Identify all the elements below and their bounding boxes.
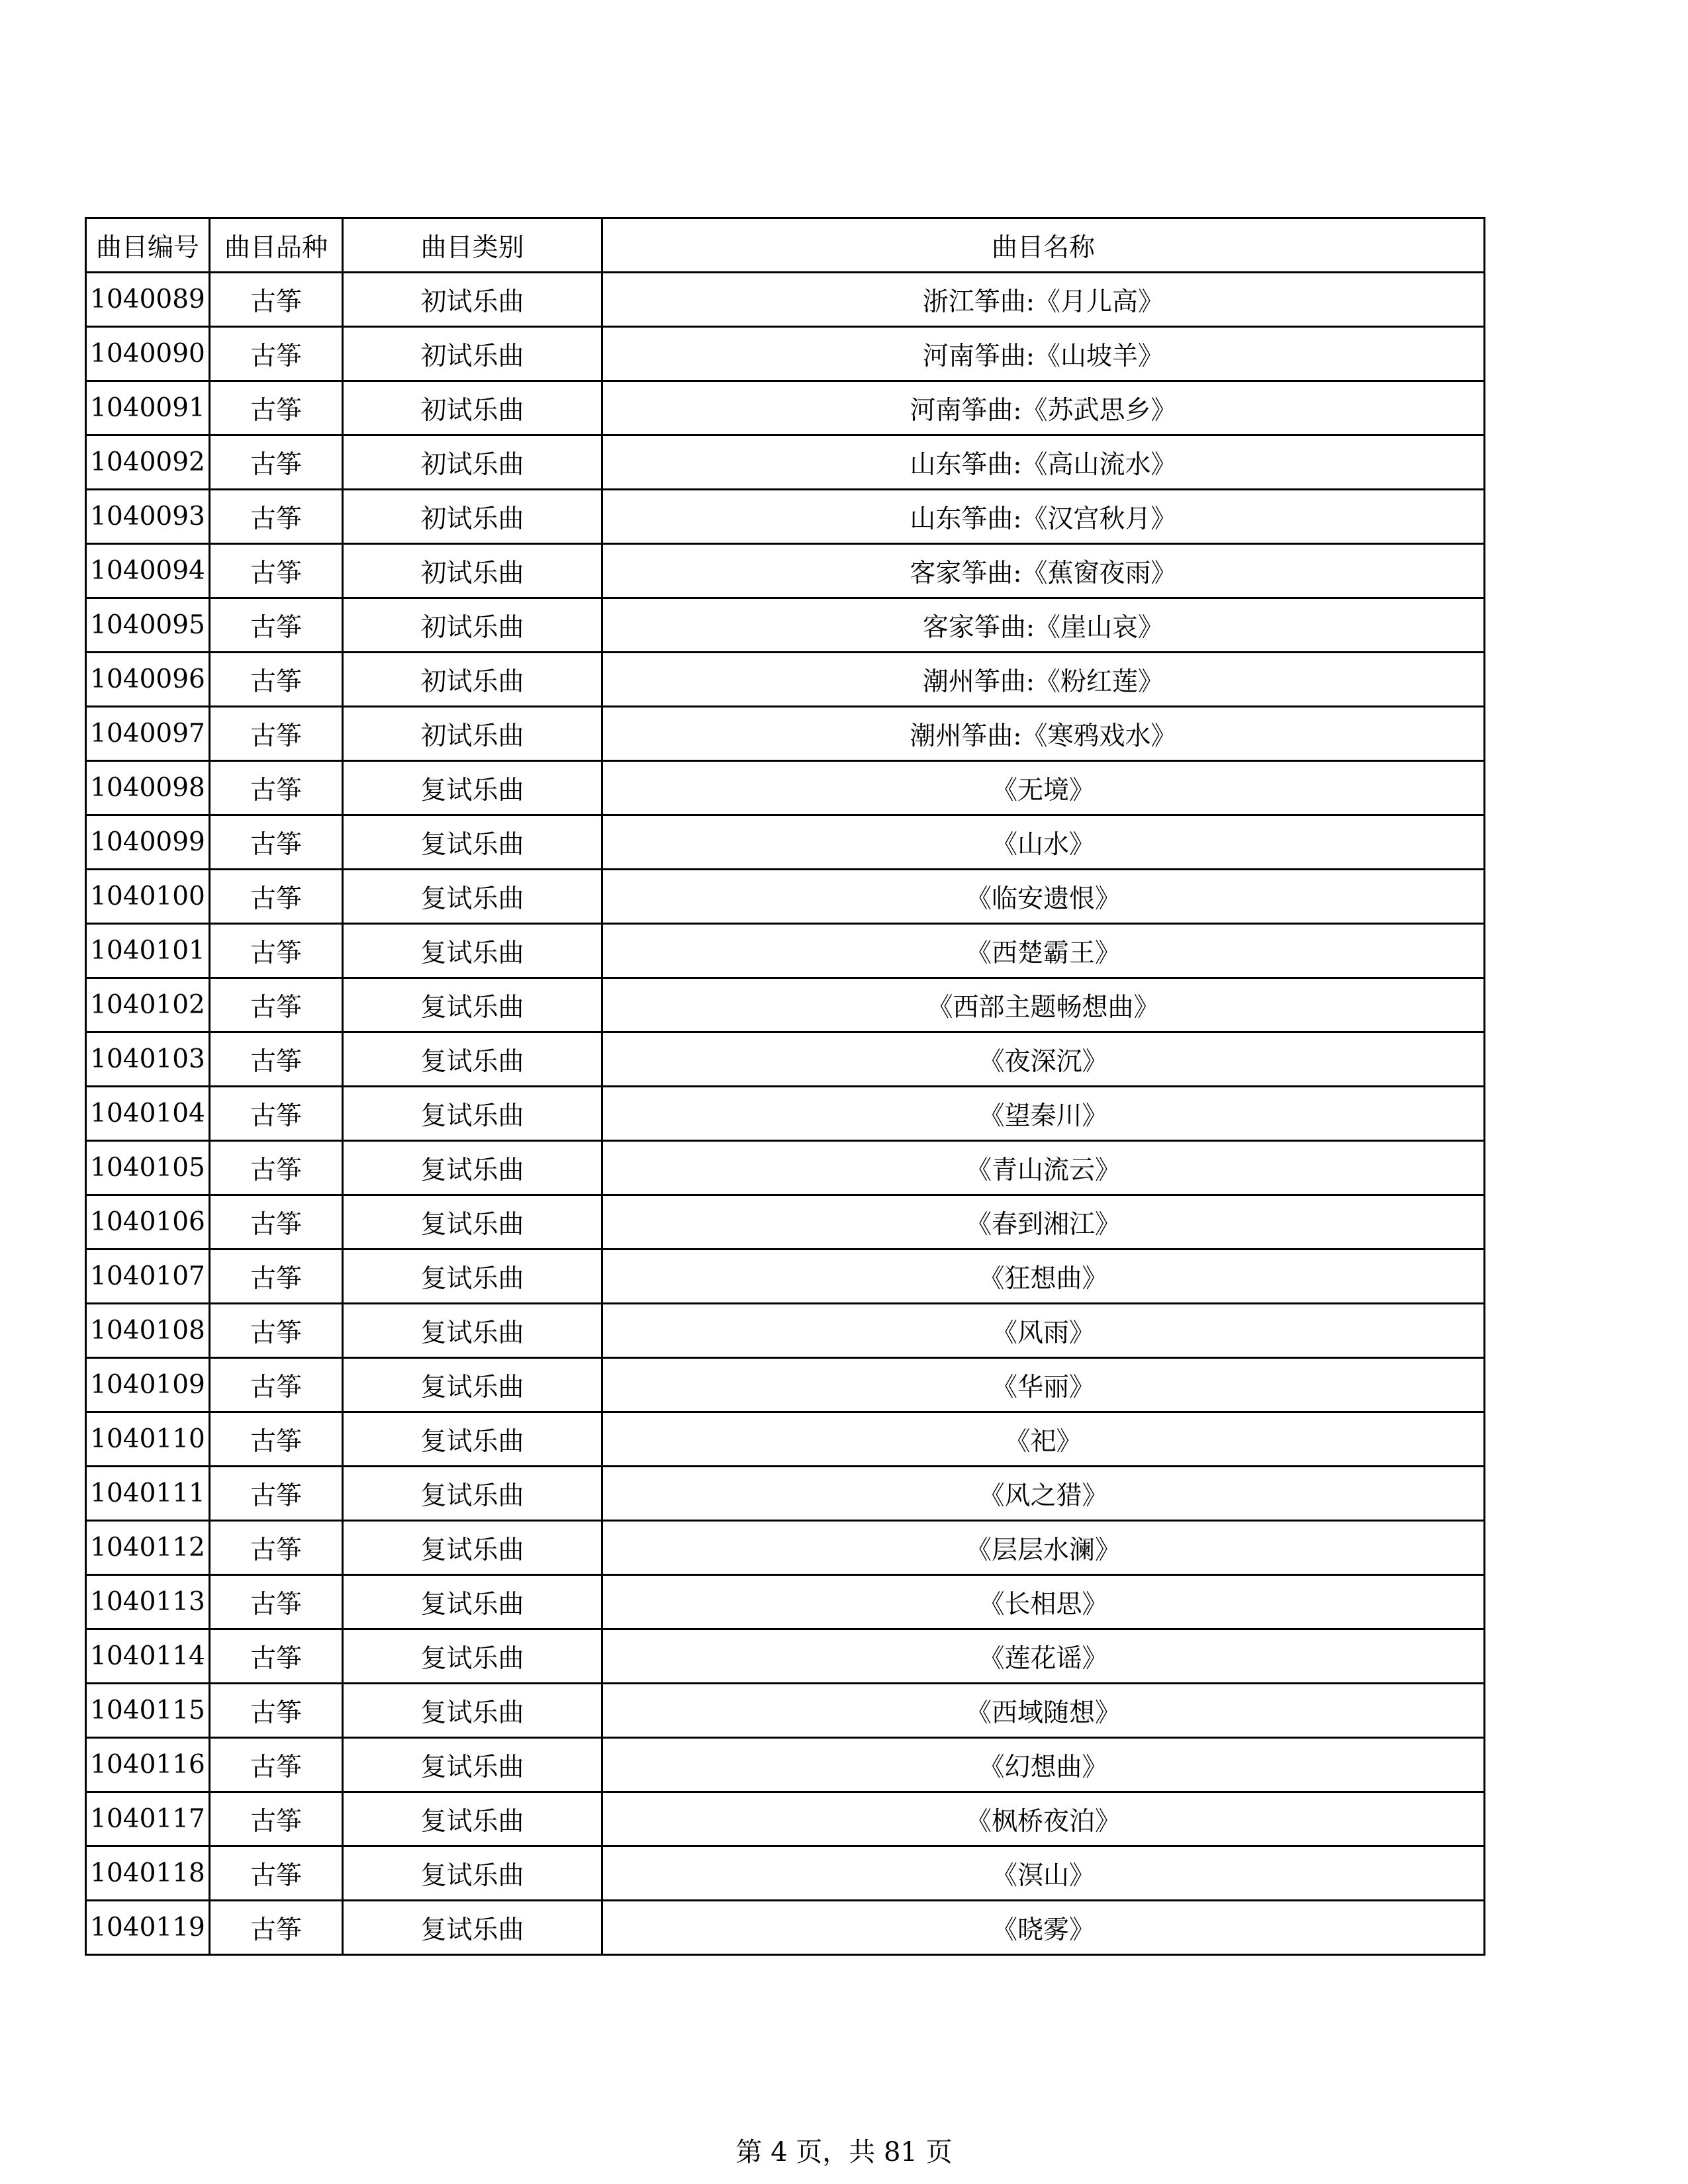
table-row bbox=[86, 1467, 1485, 1521]
cell-category: 复试乐曲 bbox=[343, 761, 602, 815]
cell-piece-name: 《风之猎》 bbox=[602, 1467, 1485, 1521]
cell-category: 复试乐曲 bbox=[343, 1195, 602, 1250]
table-row bbox=[86, 435, 1485, 490]
table-row bbox=[86, 1901, 1485, 1955]
cell-piece-id: 1040092 bbox=[86, 435, 210, 490]
cell-category: 初试乐曲 bbox=[343, 490, 602, 544]
cell-piece-name: 《无境》 bbox=[602, 761, 1485, 815]
cell-category: 初试乐曲 bbox=[343, 653, 602, 707]
cell-piece-id: 1040116 bbox=[86, 1738, 210, 1792]
table-row bbox=[86, 978, 1485, 1032]
cell-instrument: 古筝 bbox=[210, 1141, 343, 1195]
cell-piece-name: 《层层水澜》 bbox=[602, 1521, 1485, 1575]
cell-piece-id: 1040100 bbox=[86, 870, 210, 924]
table-row bbox=[86, 273, 1485, 327]
table-row bbox=[86, 544, 1485, 598]
cell-piece-name: 河南筝曲:《苏武思乡》 bbox=[602, 381, 1485, 435]
cell-category: 复试乐曲 bbox=[343, 1846, 602, 1901]
cell-piece-name: 《西部主题畅想曲》 bbox=[602, 978, 1485, 1032]
cell-instrument: 古筝 bbox=[210, 1846, 343, 1901]
cell-instrument: 古筝 bbox=[210, 490, 343, 544]
cell-category: 初试乐曲 bbox=[343, 381, 602, 435]
cell-category: 复试乐曲 bbox=[343, 1521, 602, 1575]
cell-instrument: 古筝 bbox=[210, 273, 343, 327]
cell-category: 复试乐曲 bbox=[343, 1738, 602, 1792]
cell-piece-name: 《溟山》 bbox=[602, 1846, 1485, 1901]
table-row bbox=[86, 815, 1485, 870]
table-header-row bbox=[86, 218, 1485, 273]
cell-piece-name: 河南筝曲:《山坡羊》 bbox=[602, 327, 1485, 381]
table-row bbox=[86, 1521, 1485, 1575]
cell-instrument: 古筝 bbox=[210, 327, 343, 381]
table-row bbox=[86, 598, 1485, 653]
cell-instrument: 古筝 bbox=[210, 1901, 343, 1955]
cell-instrument: 古筝 bbox=[210, 435, 343, 490]
cell-piece-name: 浙江筝曲:《月儿高》 bbox=[602, 273, 1485, 327]
cell-piece-id: 1040108 bbox=[86, 1304, 210, 1358]
cell-piece-name: 《山水》 bbox=[602, 815, 1485, 870]
cell-piece-name: 《晓雾》 bbox=[602, 1901, 1485, 1955]
cell-category: 初试乐曲 bbox=[343, 707, 602, 761]
table-row bbox=[86, 1575, 1485, 1629]
cell-piece-id: 1040099 bbox=[86, 815, 210, 870]
cell-instrument: 古筝 bbox=[210, 1250, 343, 1304]
cell-instrument: 古筝 bbox=[210, 1195, 343, 1250]
cell-piece-name: 《青山流云》 bbox=[602, 1141, 1485, 1195]
cell-category: 初试乐曲 bbox=[343, 435, 602, 490]
cell-piece-name: 潮州筝曲:《寒鸦戏水》 bbox=[602, 707, 1485, 761]
table-row bbox=[86, 707, 1485, 761]
cell-instrument: 古筝 bbox=[210, 1412, 343, 1467]
cell-piece-name: 《临安遗恨》 bbox=[602, 870, 1485, 924]
cell-category: 初试乐曲 bbox=[343, 544, 602, 598]
cell-category: 复试乐曲 bbox=[343, 870, 602, 924]
repertoire-table bbox=[85, 217, 1485, 1956]
cell-piece-id: 1040105 bbox=[86, 1141, 210, 1195]
table-row bbox=[86, 1304, 1485, 1358]
cell-piece-name: 《西域随想》 bbox=[602, 1684, 1485, 1738]
cell-instrument: 古筝 bbox=[210, 1684, 343, 1738]
table-row bbox=[86, 1629, 1485, 1684]
cell-piece-name: 《幻想曲》 bbox=[602, 1738, 1485, 1792]
cell-piece-id: 1040089 bbox=[86, 273, 210, 327]
cell-category: 复试乐曲 bbox=[343, 924, 602, 978]
cell-piece-name: 《枫桥夜泊》 bbox=[602, 1792, 1485, 1846]
cell-piece-name: 《春到湘江》 bbox=[602, 1195, 1485, 1250]
cell-category: 初试乐曲 bbox=[343, 273, 602, 327]
cell-instrument: 古筝 bbox=[210, 815, 343, 870]
cell-instrument: 古筝 bbox=[210, 870, 343, 924]
cell-piece-id: 1040090 bbox=[86, 327, 210, 381]
cell-piece-id: 1040095 bbox=[86, 598, 210, 653]
cell-category: 复试乐曲 bbox=[343, 1467, 602, 1521]
cell-piece-name: 山东筝曲:《汉宫秋月》 bbox=[602, 490, 1485, 544]
cell-category: 复试乐曲 bbox=[343, 1141, 602, 1195]
cell-category: 初试乐曲 bbox=[343, 598, 602, 653]
cell-instrument: 古筝 bbox=[210, 1358, 343, 1412]
cell-piece-name: 客家筝曲:《蕉窗夜雨》 bbox=[602, 544, 1485, 598]
cell-piece-name: 《长相思》 bbox=[602, 1575, 1485, 1629]
cell-piece-id: 1040113 bbox=[86, 1575, 210, 1629]
cell-piece-id: 1040098 bbox=[86, 761, 210, 815]
cell-instrument: 古筝 bbox=[210, 707, 343, 761]
cell-piece-id: 1040097 bbox=[86, 707, 210, 761]
table-row bbox=[86, 1846, 1485, 1901]
cell-instrument: 古筝 bbox=[210, 1467, 343, 1521]
cell-category: 初试乐曲 bbox=[343, 327, 602, 381]
cell-piece-name: 《风雨》 bbox=[602, 1304, 1485, 1358]
cell-piece-id: 1040109 bbox=[86, 1358, 210, 1412]
cell-piece-id: 1040115 bbox=[86, 1684, 210, 1738]
cell-instrument: 古筝 bbox=[210, 1087, 343, 1141]
cell-piece-id: 1040091 bbox=[86, 381, 210, 435]
cell-category: 复试乐曲 bbox=[343, 1792, 602, 1846]
table-row bbox=[86, 653, 1485, 707]
table-row bbox=[86, 1738, 1485, 1792]
table-row bbox=[86, 1032, 1485, 1087]
table-row bbox=[86, 1087, 1485, 1141]
cell-piece-id: 1040104 bbox=[86, 1087, 210, 1141]
cell-instrument: 古筝 bbox=[210, 924, 343, 978]
cell-instrument: 古筝 bbox=[210, 1304, 343, 1358]
cell-category: 复试乐曲 bbox=[343, 1032, 602, 1087]
cell-category: 复试乐曲 bbox=[343, 1575, 602, 1629]
table-row bbox=[86, 381, 1485, 435]
table-row bbox=[86, 761, 1485, 815]
cell-piece-id: 1040112 bbox=[86, 1521, 210, 1575]
cell-piece-id: 1040103 bbox=[86, 1032, 210, 1087]
cell-category: 复试乐曲 bbox=[343, 978, 602, 1032]
cell-piece-id: 1040094 bbox=[86, 544, 210, 598]
table-row bbox=[86, 327, 1485, 381]
cell-category: 复试乐曲 bbox=[343, 1304, 602, 1358]
header-instrument: 曲目品种 bbox=[210, 218, 343, 273]
cell-category: 复试乐曲 bbox=[343, 1250, 602, 1304]
cell-instrument: 古筝 bbox=[210, 1792, 343, 1846]
cell-piece-id: 1040111 bbox=[86, 1467, 210, 1521]
table-row bbox=[86, 1141, 1485, 1195]
header-piece-name: 曲目名称 bbox=[602, 218, 1485, 273]
cell-piece-id: 1040096 bbox=[86, 653, 210, 707]
table-row bbox=[86, 1684, 1485, 1738]
cell-piece-name: 《望秦川》 bbox=[602, 1087, 1485, 1141]
cell-piece-id: 1040093 bbox=[86, 490, 210, 544]
cell-category: 复试乐曲 bbox=[343, 1087, 602, 1141]
page-number-footer: 第 4 页，共 81 页 bbox=[735, 2137, 953, 2167]
header-piece-id: 曲目编号 bbox=[86, 218, 210, 273]
cell-category: 复试乐曲 bbox=[343, 815, 602, 870]
cell-piece-id: 1040118 bbox=[86, 1846, 210, 1901]
cell-instrument: 古筝 bbox=[210, 1629, 343, 1684]
cell-piece-name: 潮州筝曲:《粉红莲》 bbox=[602, 653, 1485, 707]
table-row bbox=[86, 1358, 1485, 1412]
table-row bbox=[86, 1250, 1485, 1304]
cell-instrument: 古筝 bbox=[210, 544, 343, 598]
cell-instrument: 古筝 bbox=[210, 761, 343, 815]
cell-piece-name: 山东筝曲:《高山流水》 bbox=[602, 435, 1485, 490]
header-category: 曲目类别 bbox=[343, 218, 602, 273]
table-row bbox=[86, 924, 1485, 978]
cell-instrument: 古筝 bbox=[210, 1575, 343, 1629]
cell-piece-id: 1040106 bbox=[86, 1195, 210, 1250]
cell-piece-id: 1040114 bbox=[86, 1629, 210, 1684]
cell-instrument: 古筝 bbox=[210, 653, 343, 707]
cell-instrument: 古筝 bbox=[210, 381, 343, 435]
cell-piece-name: 《西楚霸王》 bbox=[602, 924, 1485, 978]
cell-instrument: 古筝 bbox=[210, 598, 343, 653]
cell-piece-name: 《祀》 bbox=[602, 1412, 1485, 1467]
table-row bbox=[86, 1412, 1485, 1467]
cell-category: 复试乐曲 bbox=[343, 1901, 602, 1955]
cell-piece-id: 1040107 bbox=[86, 1250, 210, 1304]
cell-piece-name: 《夜深沉》 bbox=[602, 1032, 1485, 1087]
cell-instrument: 古筝 bbox=[210, 1521, 343, 1575]
table-row bbox=[86, 490, 1485, 544]
cell-piece-id: 1040102 bbox=[86, 978, 210, 1032]
cell-piece-id: 1040119 bbox=[86, 1901, 210, 1955]
table-body bbox=[86, 273, 1485, 1955]
cell-category: 复试乐曲 bbox=[343, 1629, 602, 1684]
table-row bbox=[86, 870, 1485, 924]
cell-category: 复试乐曲 bbox=[343, 1358, 602, 1412]
cell-piece-id: 1040110 bbox=[86, 1412, 210, 1467]
table-row bbox=[86, 1195, 1485, 1250]
cell-instrument: 古筝 bbox=[210, 1032, 343, 1087]
cell-category: 复试乐曲 bbox=[343, 1412, 602, 1467]
cell-piece-name: 客家筝曲:《崖山哀》 bbox=[602, 598, 1485, 653]
cell-category: 复试乐曲 bbox=[343, 1684, 602, 1738]
cell-instrument: 古筝 bbox=[210, 978, 343, 1032]
cell-piece-id: 1040117 bbox=[86, 1792, 210, 1846]
cell-piece-name: 《莲花谣》 bbox=[602, 1629, 1485, 1684]
cell-piece-name: 《狂想曲》 bbox=[602, 1250, 1485, 1304]
table-row bbox=[86, 1792, 1485, 1846]
cell-piece-id: 1040101 bbox=[86, 924, 210, 978]
cell-piece-name: 《华丽》 bbox=[602, 1358, 1485, 1412]
cell-instrument: 古筝 bbox=[210, 1738, 343, 1792]
